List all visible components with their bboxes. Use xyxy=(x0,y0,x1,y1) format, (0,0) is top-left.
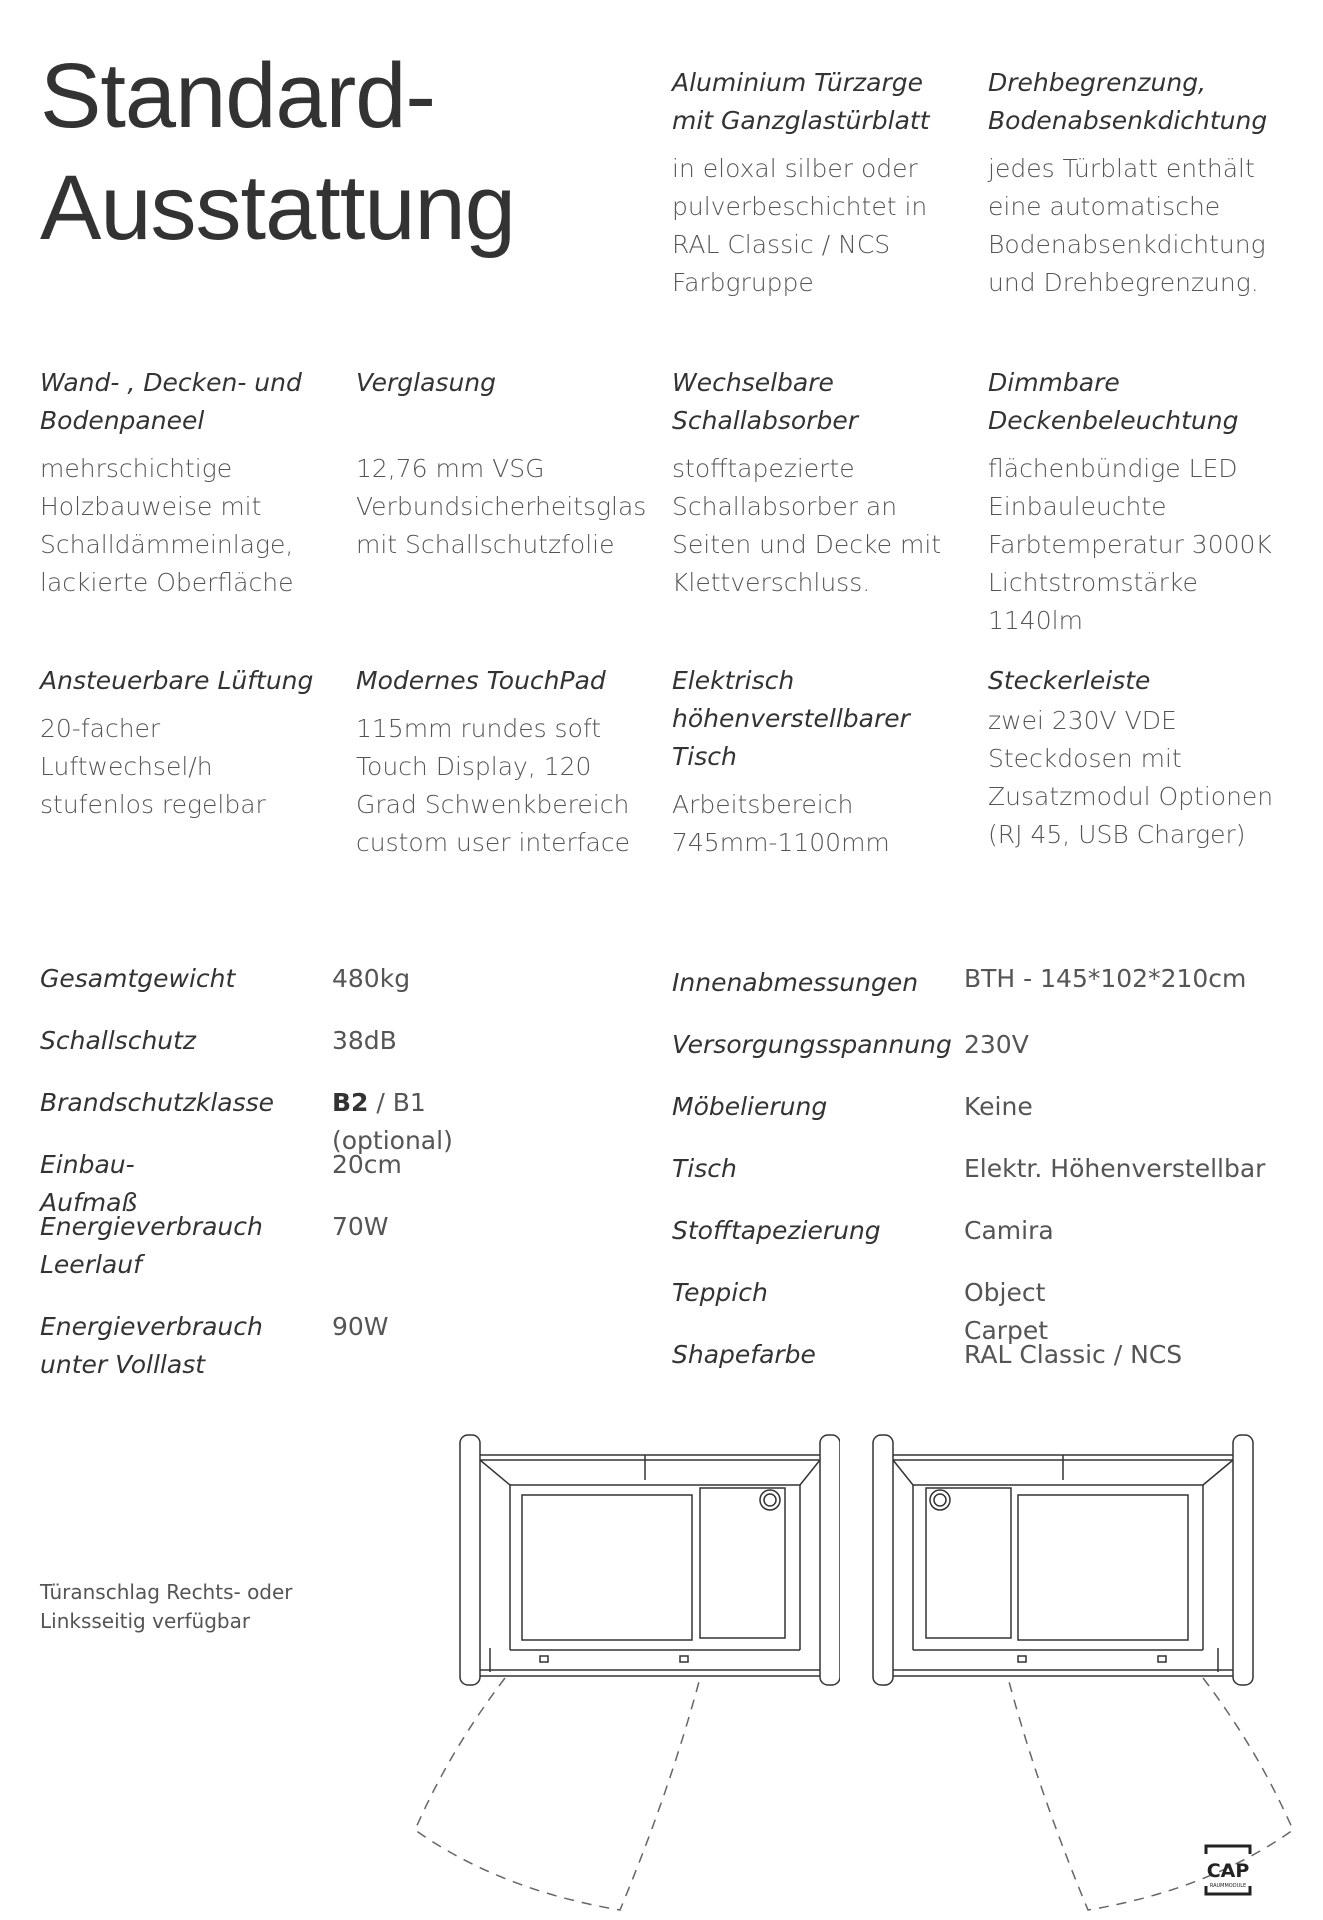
page-title xyxy=(40,40,515,264)
feature-touchpad xyxy=(356,662,646,862)
spec-value: Elektr. Höhenverstellbar xyxy=(964,1154,1266,1183)
spec-value: 20cm xyxy=(332,1150,402,1179)
feature-body: mehrschichtige Holzbauweise mit Schalldämmeinlage, lackierte Oberfläche xyxy=(40,454,294,597)
spec-value-rest: / B1 (optional) xyxy=(332,1088,453,1155)
feature-heading: Wechselbare Schallabsorber xyxy=(672,368,858,435)
feature-body: stofftapezierte Schallabsorber an Seiten und Decke mit Klettverschluss. xyxy=(672,454,942,597)
spec-key: Versorgungsspannung xyxy=(672,1030,952,1059)
spec-key: Einbau-Aufmaß xyxy=(40,1150,138,1217)
spec-key: Gesamtgewicht xyxy=(40,964,236,993)
spec-key: Energieverbrauch unter Volllast xyxy=(40,1312,263,1379)
spec-value: 90W xyxy=(332,1312,389,1341)
feature-door-frame xyxy=(672,64,962,302)
spec-value: Keine xyxy=(964,1092,1033,1121)
feature-heading: Dimmbare Deckenbeleuchtung xyxy=(988,368,1239,435)
cap-logo-icon xyxy=(1198,1840,1258,1900)
door-hinge-note: Türanschlag Rechts- oder Linksseitig verfügbar xyxy=(40,1580,293,1633)
spec-key: Energieverbrauch Leerlauf xyxy=(40,1212,263,1279)
feature-body: Arbeitsbereich 745mm-1100mm xyxy=(672,790,890,857)
spec-key: Innenabmessungen xyxy=(672,968,919,997)
feature-body: 12,76 mm VSG Verbundsicherheitsglas mit Schallschutzfolie xyxy=(356,454,647,559)
feature-ventilation xyxy=(40,662,330,824)
title-line-1: Standard- xyxy=(40,45,436,147)
feature-glazing xyxy=(356,364,656,564)
feature-body: jedes Türblatt enthält eine automatische Bodenabsenkdichtung und Drehbegrenzung. xyxy=(988,154,1266,297)
feature-body: flächenbündige LED Einbauleuchte Farbtemperatur 3000K Lichtstromstärke 1140lm xyxy=(988,454,1272,635)
logo-word: CAP xyxy=(1206,1860,1250,1882)
spec-key: Möbelierung xyxy=(672,1092,828,1121)
feature-heading: Ansteuerbare Lüftung xyxy=(40,666,314,695)
feature-heading: Steckerleiste xyxy=(988,666,1151,695)
feature-body: zwei 230V VDE Steckdosen mit Zusatzmodul Optionen (RJ 45, USB Charger) xyxy=(988,706,1274,849)
feature-body: 20-facher Luftwechsel/h stufenlos regelbar xyxy=(40,714,266,819)
feature-absorbers xyxy=(672,364,962,602)
spec-key: Tisch xyxy=(672,1154,737,1183)
spec-value: 230V xyxy=(964,1030,1029,1059)
spec-key: Teppich xyxy=(672,1278,768,1307)
spec-value: Camira xyxy=(964,1216,1054,1245)
spec-key: Stofftapezierung xyxy=(672,1216,881,1245)
floor-plan-left xyxy=(410,1430,840,1920)
feature-rotation-limit xyxy=(988,64,1288,302)
spec-value: Object Carpet xyxy=(964,1278,1049,1345)
title-line-2: Ausstattung xyxy=(40,157,515,259)
feature-heading: Aluminium Türzarge mit Ganzglastürblatt xyxy=(672,68,930,135)
feature-heading: Modernes TouchPad xyxy=(356,666,606,695)
feature-body: 115mm rundes soft Touch Display, 120 Grad Schwenkbereich custom user interface xyxy=(356,714,630,857)
feature-power-strip xyxy=(988,662,1288,854)
spec-value: RAL Classic / NCS xyxy=(964,1340,1183,1369)
feature-lighting xyxy=(988,364,1298,640)
spec-value: 70W xyxy=(332,1212,389,1241)
feature-heading: Elektrisch höhenverstellbarer Tisch xyxy=(672,666,910,771)
feature-panels xyxy=(40,364,330,602)
spec-key: Schallschutz xyxy=(40,1026,197,1055)
spec-value-bold: B2 xyxy=(332,1088,369,1117)
spec-key: Shapefarbe xyxy=(672,1340,816,1369)
feature-heading: Verglasung xyxy=(356,368,497,397)
spec-key: Brandschutzklasse xyxy=(40,1088,275,1117)
feature-table xyxy=(672,662,952,862)
feature-heading: Wand- , Decken- und Bodenpaneel xyxy=(40,368,302,435)
spec-value: 38dB xyxy=(332,1026,397,1055)
logo-subtitle: RAUMMODULE xyxy=(1209,1883,1247,1889)
feature-body: in eloxal silber oder pulverbeschichtet in RAL Classic / NCS Farbgruppe xyxy=(672,154,928,297)
spec-value: BTH - 145*102*210cm xyxy=(964,964,1247,993)
feature-heading: Drehbegrenzung, Bodenabsenkdichtung xyxy=(988,68,1268,135)
spec-value: 480kg xyxy=(332,964,411,993)
